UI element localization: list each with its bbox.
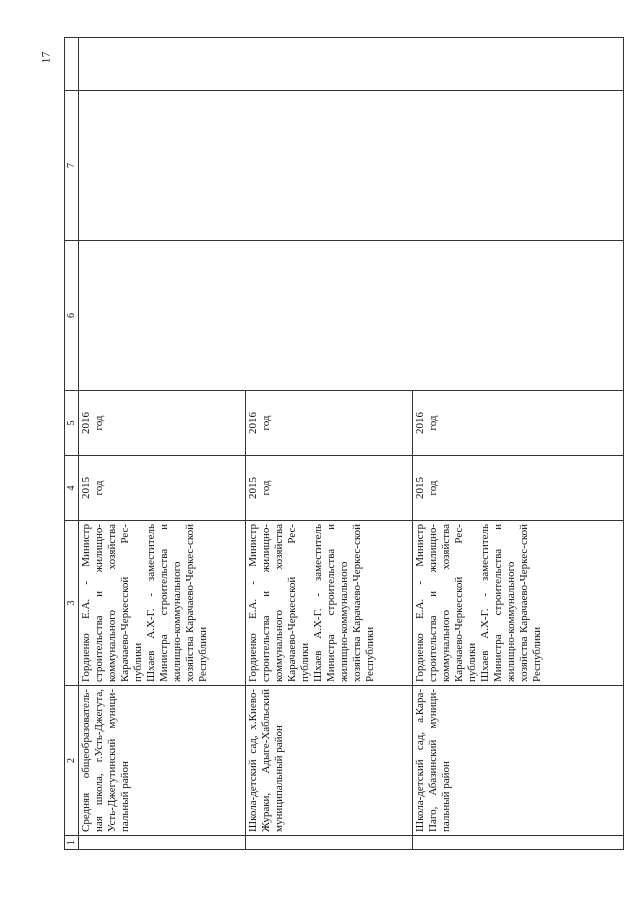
end-year-cell: 2016 год: [246, 391, 413, 456]
end-year-cell: 2016 год: [79, 391, 246, 456]
start-year-cell: 2015 год: [79, 456, 246, 521]
column-7-cell: [79, 91, 624, 241]
responsible-cell: Гордиенко Е.А. - Министр строительства и жилищно-коммунального хозяйства Карачаево-Черкесской Рес-публики Шхаев А.Х-Г. - заместитель Министра строительства и жилищно-коммунального хозяйства Карачаево-Черкес-ской Республики: [413, 521, 624, 686]
header-cell-4: 4: [65, 456, 79, 521]
end-year-cell: 2016 год: [413, 391, 624, 456]
column-8-cell: [79, 38, 624, 91]
empty-cell: [413, 836, 624, 850]
object-cell: Средняя общеобразователь-ная школа, г.Усть-Джегута, Усть-Джегутинский муници-пальный район: [79, 686, 246, 836]
empty-cell: [79, 836, 246, 850]
header-cell-3: 3: [65, 521, 79, 686]
table-row: [79, 38, 246, 850]
header-cell-7: 7: [65, 91, 79, 241]
empty-cell: [246, 836, 413, 850]
header-cell-1: 1: [65, 836, 79, 850]
object-cell: Школа-детский сад, х.Киево-Жураки, Адыге-Хабльский муниципальный район: [246, 686, 413, 836]
page-number: 17: [38, 51, 53, 64]
header-row: [65, 38, 79, 850]
header-cell-2: 2: [65, 686, 79, 836]
header-cell-5: 5: [65, 391, 79, 456]
start-year-cell: 2015 год: [413, 456, 624, 521]
responsible-cell: Гордиенко Е.А. - Министр строительства и жилищно-коммунального хозяйства Карачаево-Черкесской Рес-публики Шхаев А.Х-Г. - заместитель Министра строительства и жилищно-коммунального хозяйства Карачаево-Черкес-ской Республики: [79, 521, 246, 686]
header-cell-8: [65, 38, 79, 91]
responsible-cell: Гордиенко Е.А. - Министр строительства и жилищно-коммунального хозяйства Карачаево-Черкесской Рес-публики Шхаев А.Х-Г. - заместитель Министра строительства и жилищно-коммунального хозяйства Карачаево-Черкес-ской Республики: [246, 521, 413, 686]
column-6-cell: [79, 241, 624, 391]
rotated-table-wrapper: [64, 38, 624, 850]
start-year-cell: 2015 год: [246, 456, 413, 521]
program-table: [64, 37, 624, 850]
object-cell: Школа-детский сад, а.Кара-Паго, Абазинский муници-пальный район: [413, 686, 624, 836]
header-cell-6: 6: [65, 241, 79, 391]
